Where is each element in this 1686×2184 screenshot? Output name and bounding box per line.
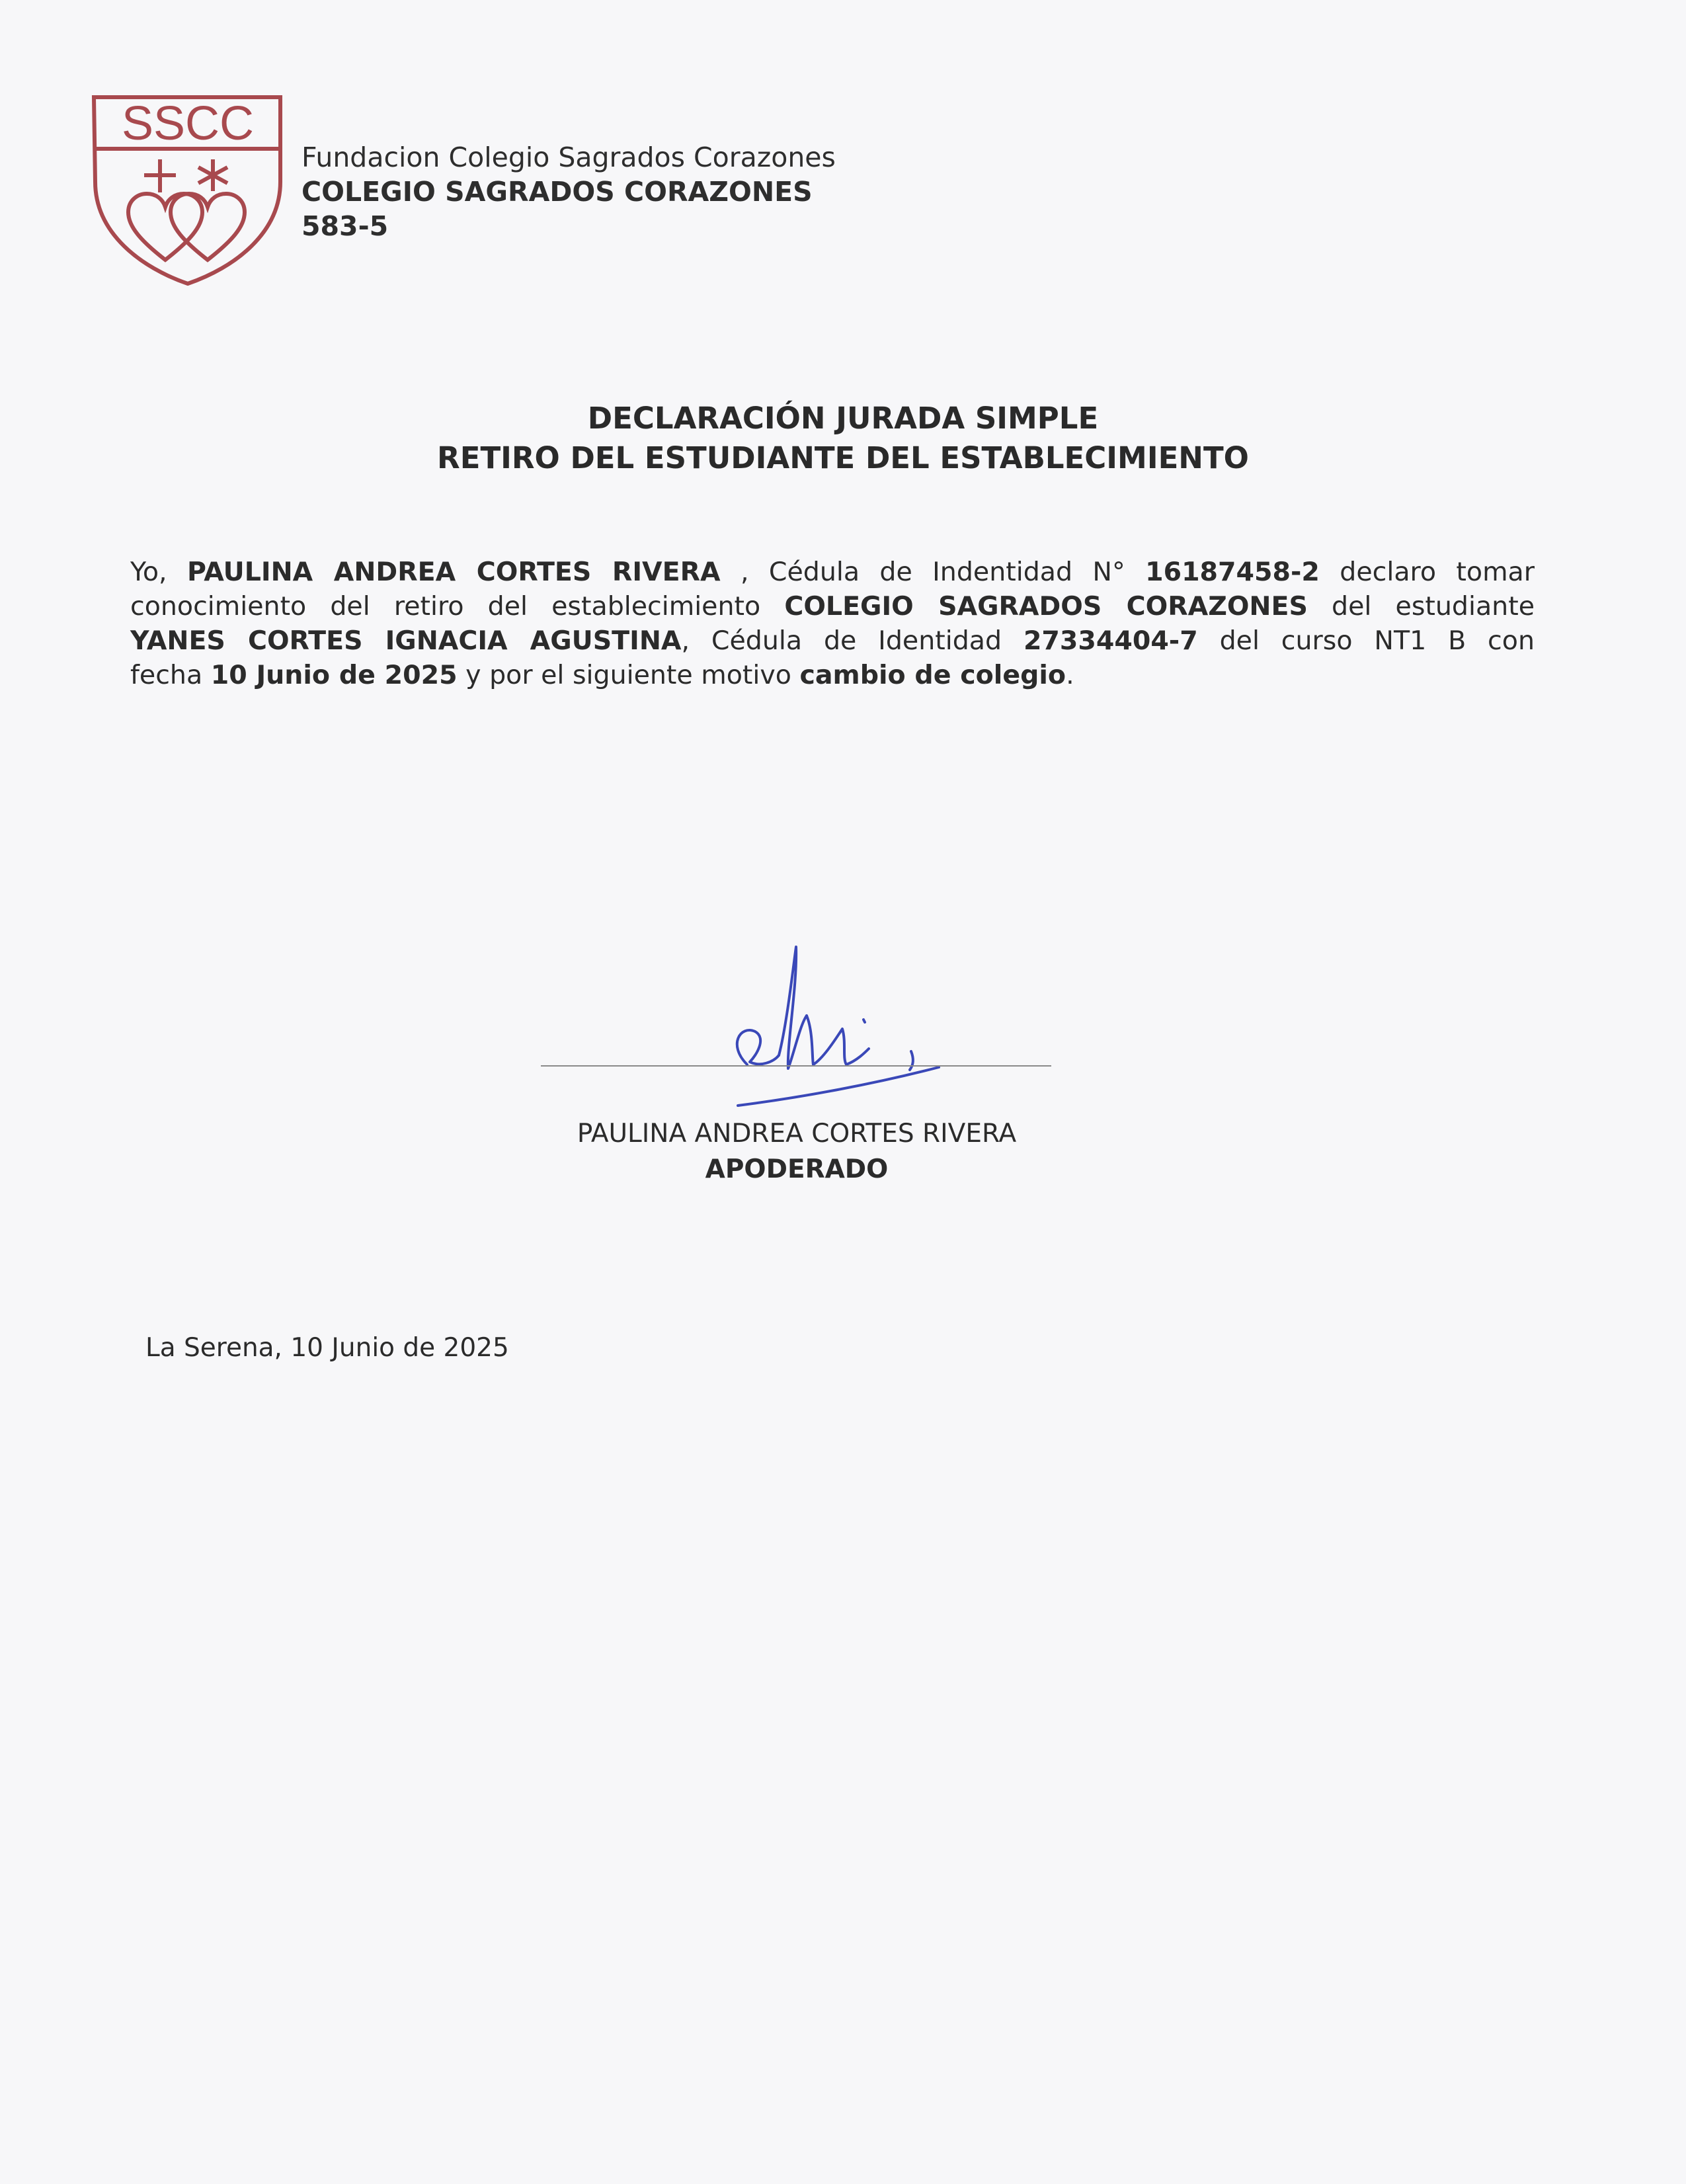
text-fragment: declaro tomar (1340, 557, 1535, 587)
svg-text:SSCC: SSCC (121, 97, 255, 150)
title-line-1: DECLARACIÓN JURADA SIMPLE (587, 401, 1099, 436)
text-fragment: , Cédula de Indentidad N° (740, 557, 1125, 587)
signature-line (541, 1065, 1051, 1067)
signer-role: APODERADO (705, 1154, 889, 1184)
text-fragment: del curso NT1 B con (1219, 626, 1535, 656)
text-fragment: , Cédula de Identidad (681, 626, 1002, 656)
student-name: YANES CORTES IGNACIA AGUSTINA (130, 626, 682, 656)
handwritten-signature (701, 926, 992, 1124)
text-fragment: del estudiante (1332, 591, 1535, 622)
paragraph-line-3 (130, 624, 1535, 658)
school-crest-logo (91, 95, 284, 288)
declarant-name: PAULINA ANDREA CORTES RIVERA (186, 557, 721, 587)
signer-name: PAULINA ANDREA CORTES RIVERA (577, 1119, 1017, 1149)
declarant-id: 16187458-2 (1145, 557, 1320, 587)
place-and-date: La Serena, 10 Junio de 2025 (145, 1333, 509, 1363)
school-reference: COLEGIO SAGRADOS CORAZONES (784, 591, 1308, 622)
paragraph-line-2 (130, 589, 1535, 624)
declaration-paragraph (130, 555, 1535, 692)
foundation-name: Fundacion Colegio Sagrados Corazones (301, 142, 836, 173)
paragraph-line-4 (130, 658, 1535, 692)
title-line-2: RETIRO DEL ESTUDIANTE DEL ESTABLECIMIENTO (437, 440, 1249, 475)
text-fragment: Yo, (130, 557, 167, 587)
text-fragment: fecha (130, 660, 203, 690)
withdrawal-reason: cambio de colegio (799, 660, 1066, 690)
student-id: 27334404-7 (1023, 626, 1198, 656)
withdrawal-date: 10 Junio de 2025 (210, 660, 458, 690)
document-title (0, 399, 1686, 478)
paragraph-line-1 (130, 555, 1535, 589)
text-fragment: y por el siguiente motivo (465, 660, 791, 690)
school-name: COLEGIO SAGRADOS CORAZONES (301, 176, 813, 208)
school-header (301, 140, 836, 243)
text-fragment: . (1066, 660, 1074, 690)
signer-block (0, 1116, 1593, 1188)
text-fragment: conocimiento del retiro del establecimiento (130, 591, 761, 622)
school-code: 583-5 (301, 210, 389, 242)
